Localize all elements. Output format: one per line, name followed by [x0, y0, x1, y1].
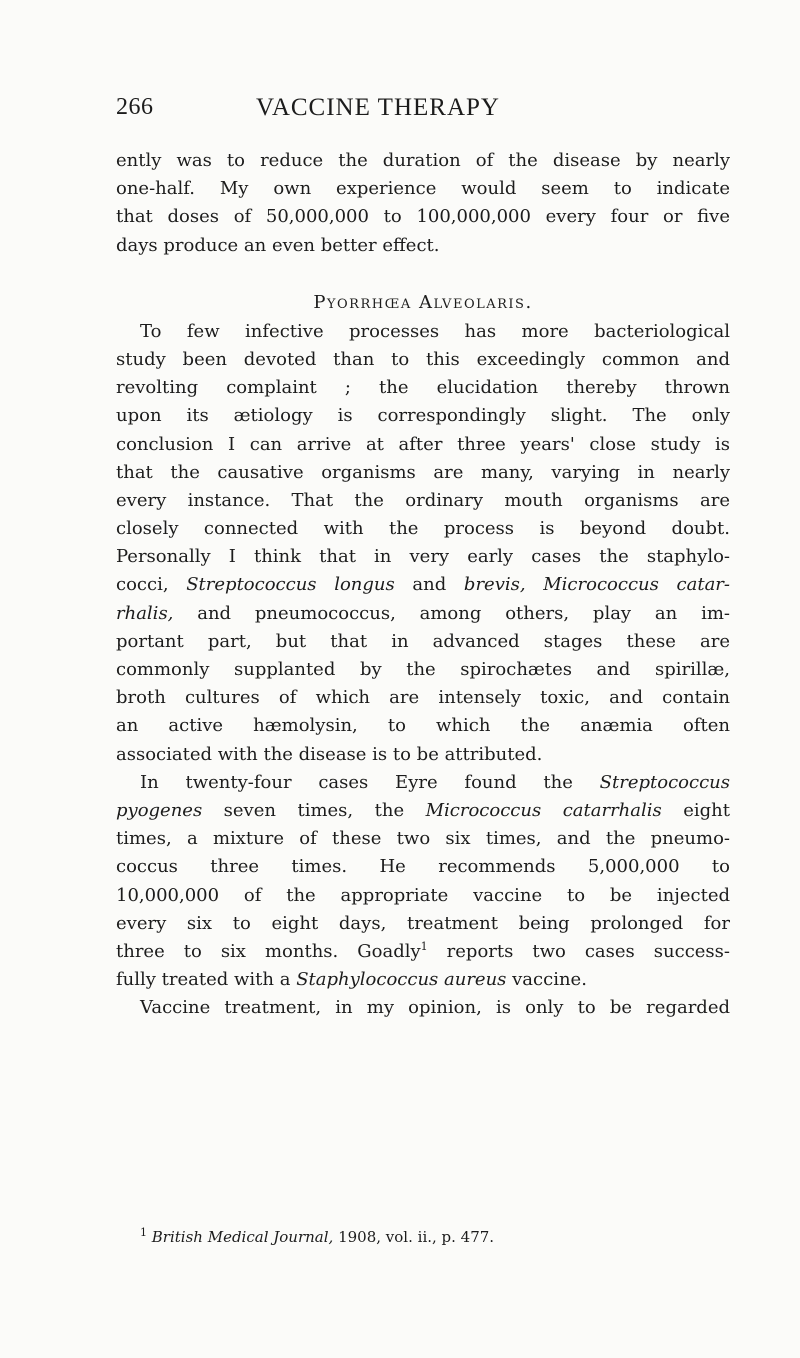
- spacer: [116, 260, 730, 288]
- page-number: 266: [116, 94, 154, 120]
- text-line: Vaccine treatment, in my opinion, is only to be regarded: [140, 997, 730, 1019]
- footnote-marker: 1: [420, 939, 428, 953]
- text-line: coccus three times. He recommends 5,000,000 to: [116, 856, 730, 878]
- text-line: an active hæmolysin, to which the anæmia often: [116, 715, 730, 737]
- text-line: days produce an even better effect.: [116, 234, 440, 256]
- text-line: Personally I think that in very early cases the staphylo-: [116, 546, 730, 568]
- text-line: closely connected with the process is beyond doubt.: [116, 518, 730, 540]
- text-line: study been devoted than to this exceedingly common and: [116, 348, 730, 370]
- text-line: portant part, but that in advanced stages these are: [116, 630, 730, 652]
- running-head: VACCINE THERAPY: [256, 94, 500, 121]
- text-line: every instance. That the ordinary mouth organisms are: [116, 489, 730, 511]
- text-line: that the causative organisms are many, varying in nearly: [116, 461, 730, 483]
- text-line: times, a mixture of these two six times, and the pneumo-: [116, 828, 730, 850]
- text-line: three to six months. Goadly$^1$ reports two cases success-: [116, 939, 730, 962]
- text-line: upon its ætiology is correspondingly slight. The only: [116, 405, 730, 427]
- text-line: one-half. My own experience would seem to indicate: [116, 178, 730, 200]
- text-line: rhalis, and pneumococcus, among others, play an im-: [116, 602, 730, 624]
- text-line: fully treated with a Staphylococcus aureus vaccine.: [116, 969, 587, 991]
- text-line: associated with the disease is to be attributed.: [116, 743, 543, 765]
- text-line: commonly supplanted by the spirochætes and spirillæ,: [116, 659, 730, 680]
- section-heading: Pyorrhœa Alveolaris.: [313, 291, 533, 313]
- text-line: broth cultures of which are intensely toxic, and contain: [116, 687, 730, 709]
- text-line: every six to eight days, treatment being prolonged for: [116, 912, 730, 934]
- footnote-source: British Medical Journal,: [151, 1228, 334, 1246]
- footnote-details: 1908, vol. ii., p. 477.: [338, 1228, 495, 1246]
- text-line: conclusion I can arrive at after three years' close study is: [116, 433, 730, 455]
- text-line: pyogenes seven times, the Micrococcus catarrhalis eight: [116, 799, 731, 821]
- text-line: 10,000,000 of the appropriate vaccine to be injected: [116, 884, 730, 906]
- text-line: ently was to reduce the duration of the disease by nearly: [116, 150, 730, 171]
- text-line: cocci, Streptococcus longus and brevis, Micrococcus catar-: [116, 574, 730, 596]
- body-text: [116, 147, 730, 1022]
- footnote: [140, 1228, 494, 1246]
- footnote-number: 1: [140, 1226, 147, 1239]
- text-line: To few infective processes has more bacteriological: [140, 320, 730, 342]
- text-line: In twenty-four cases Eyre found the Streptococcus: [140, 771, 730, 793]
- page-header: [116, 94, 736, 128]
- text-line: that doses of 50,000,000 to 100,000,000 every four or five: [116, 206, 730, 228]
- text-line: revolting complaint ; the elucidation thereby thrown: [116, 377, 730, 399]
